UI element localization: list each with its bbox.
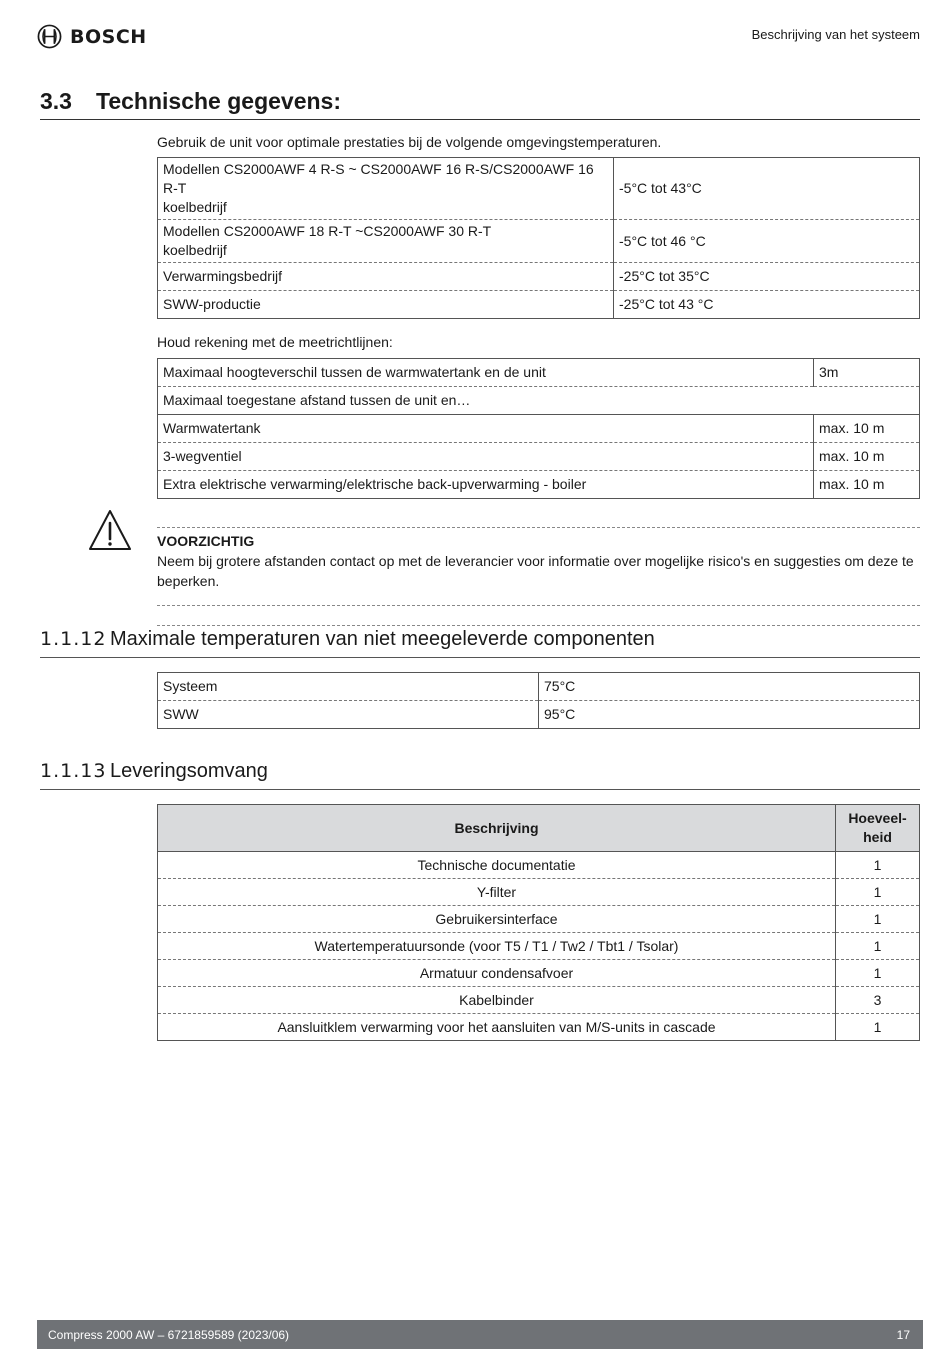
- table-row: [158, 471, 920, 499]
- section-title: Technische gegevens:: [96, 88, 341, 114]
- subsection-number: 1.1.12: [40, 628, 107, 650]
- component-label-cell: Systeem: [158, 673, 539, 701]
- max-temperature-table: [157, 672, 920, 729]
- ambient-value-cell: -5°C tot 43°C: [614, 158, 920, 220]
- measurement-table: [157, 358, 920, 499]
- table-row: [158, 415, 920, 443]
- table-row: [158, 158, 920, 220]
- item-quantity-cell: 3: [836, 987, 920, 1014]
- chapter-title: Beschrijving van het systeem: [751, 27, 920, 42]
- caution-text: Neem bij grotere afstanden contact op met de leverancier voor informatie over mogelijke risico's en suggesties om deze te beperken.: [157, 553, 914, 589]
- item-description-cell: Aansluitklem verwarming voor het aansluiten van M/S-units in cascade: [158, 1014, 836, 1041]
- bosch-armature-icon: [37, 24, 62, 49]
- item-quantity-cell: 1: [836, 1014, 920, 1041]
- item-quantity-cell: 1: [836, 933, 920, 960]
- ambient-label-cell: Modellen CS2000AWF 18 R-T ~CS2000AWF 30 R-T koelbedrijf: [158, 220, 614, 263]
- distance-label-cell: Warmwatertank: [158, 415, 814, 443]
- table-row: [158, 359, 920, 387]
- subsection-heading: [40, 628, 920, 658]
- table-row: [158, 263, 920, 291]
- table-row: [158, 906, 920, 933]
- subsection-number: 1.1.13: [40, 760, 107, 782]
- distance-value-cell: max. 10 m: [814, 443, 920, 471]
- component-value-cell: 95°C: [539, 701, 920, 729]
- height-diff-label: Maximaal hoogteverschil tussen de warmwatertank en de unit: [158, 359, 814, 387]
- item-description-cell: Gebruikersinterface: [158, 906, 836, 933]
- table-row: [158, 1014, 920, 1041]
- table-row: [158, 291, 920, 319]
- component-value-cell: 75°C: [539, 673, 920, 701]
- item-description-cell: Kabelbinder: [158, 987, 836, 1014]
- ambient-label-cell: Modellen CS2000AWF 4 R-S ~ CS2000AWF 16 R-S/CS2000AWF 16 R-T koelbedrijf: [158, 158, 614, 220]
- delivery-table-body: [158, 852, 920, 1041]
- table-row: [158, 879, 920, 906]
- component-label-cell: SWW: [158, 701, 539, 729]
- table-row: [158, 443, 920, 471]
- table-row: [158, 960, 920, 987]
- table-row: [158, 220, 920, 263]
- distance-header: Maximaal toegestane afstand tussen de unit en…: [158, 387, 920, 415]
- height-diff-value: 3m: [814, 359, 920, 387]
- bosch-logo: [37, 24, 147, 49]
- divider: [157, 605, 920, 606]
- item-description-cell: Y-filter: [158, 879, 836, 906]
- ambient-temperature-table: [157, 157, 920, 319]
- item-description-cell: Watertemperatuursonde (voor T5 / T1 / Tw2 / Tbt1 / Tsolar): [158, 933, 836, 960]
- table-header-row: [158, 805, 920, 852]
- ambient-label-cell: Verwarmingsbedrijf: [158, 263, 614, 291]
- divider: [157, 625, 920, 626]
- measurement-intro: Houd rekening met de meetrichtlijnen:: [157, 334, 393, 350]
- distance-label-cell: 3-wegventiel: [158, 443, 814, 471]
- item-description-cell: Technische documentatie: [158, 852, 836, 879]
- warning-triangle-icon: [88, 508, 132, 552]
- page-number: 17: [896, 1327, 910, 1342]
- table-row: [158, 933, 920, 960]
- item-quantity-cell: 1: [836, 906, 920, 933]
- document-reference: Compress 2000 AW – 6721859589 (2023/06): [48, 1327, 290, 1342]
- item-quantity-cell: 1: [836, 879, 920, 906]
- distance-label-cell: Extra elektrische verwarming/elektrische back-upverwarming - boiler: [158, 471, 814, 499]
- caution-notice: [157, 527, 920, 626]
- item-quantity-cell: 1: [836, 852, 920, 879]
- subsection-title: Leveringsomvang: [110, 760, 268, 782]
- ambient-value-cell: -5°C tot 46 °C: [614, 220, 920, 263]
- measurement-table-body: [158, 415, 920, 499]
- delivery-scope-table: [157, 804, 920, 1041]
- ambient-table-body: [158, 158, 920, 319]
- distance-value-cell: max. 10 m: [814, 415, 920, 443]
- subsection-heading: [40, 760, 920, 790]
- ambient-label-cell: SWW-productie: [158, 291, 614, 319]
- ambient-intro: Gebruik de unit voor optimale prestaties bij de volgende omgevingstemperaturen.: [157, 134, 662, 150]
- description-column-header: Beschrijving: [158, 805, 836, 852]
- max-temperature-table-body: [158, 673, 920, 729]
- table-row: [158, 701, 920, 729]
- item-description-cell: Armatuur condensafvoer: [158, 960, 836, 987]
- quantity-column-header: Hoeveel- heid: [836, 805, 920, 852]
- item-quantity-cell: 1: [836, 960, 920, 987]
- subsection-title: Maximale temperaturen van niet meegeleverde componenten: [110, 628, 655, 650]
- table-row: [158, 852, 920, 879]
- brand-name: BOSCH: [70, 25, 147, 48]
- page-footer: [37, 1320, 923, 1349]
- distance-value-cell: max. 10 m: [814, 471, 920, 499]
- ambient-value-cell: -25°C tot 43 °C: [614, 291, 920, 319]
- ambient-value-cell: -25°C tot 35°C: [614, 263, 920, 291]
- table-row: [158, 987, 920, 1014]
- table-row: [158, 387, 920, 415]
- section-heading: [40, 88, 920, 120]
- table-row: [158, 673, 920, 701]
- section-number: 3.3: [40, 88, 72, 114]
- caution-title: VOORZICHTIG: [157, 533, 255, 549]
